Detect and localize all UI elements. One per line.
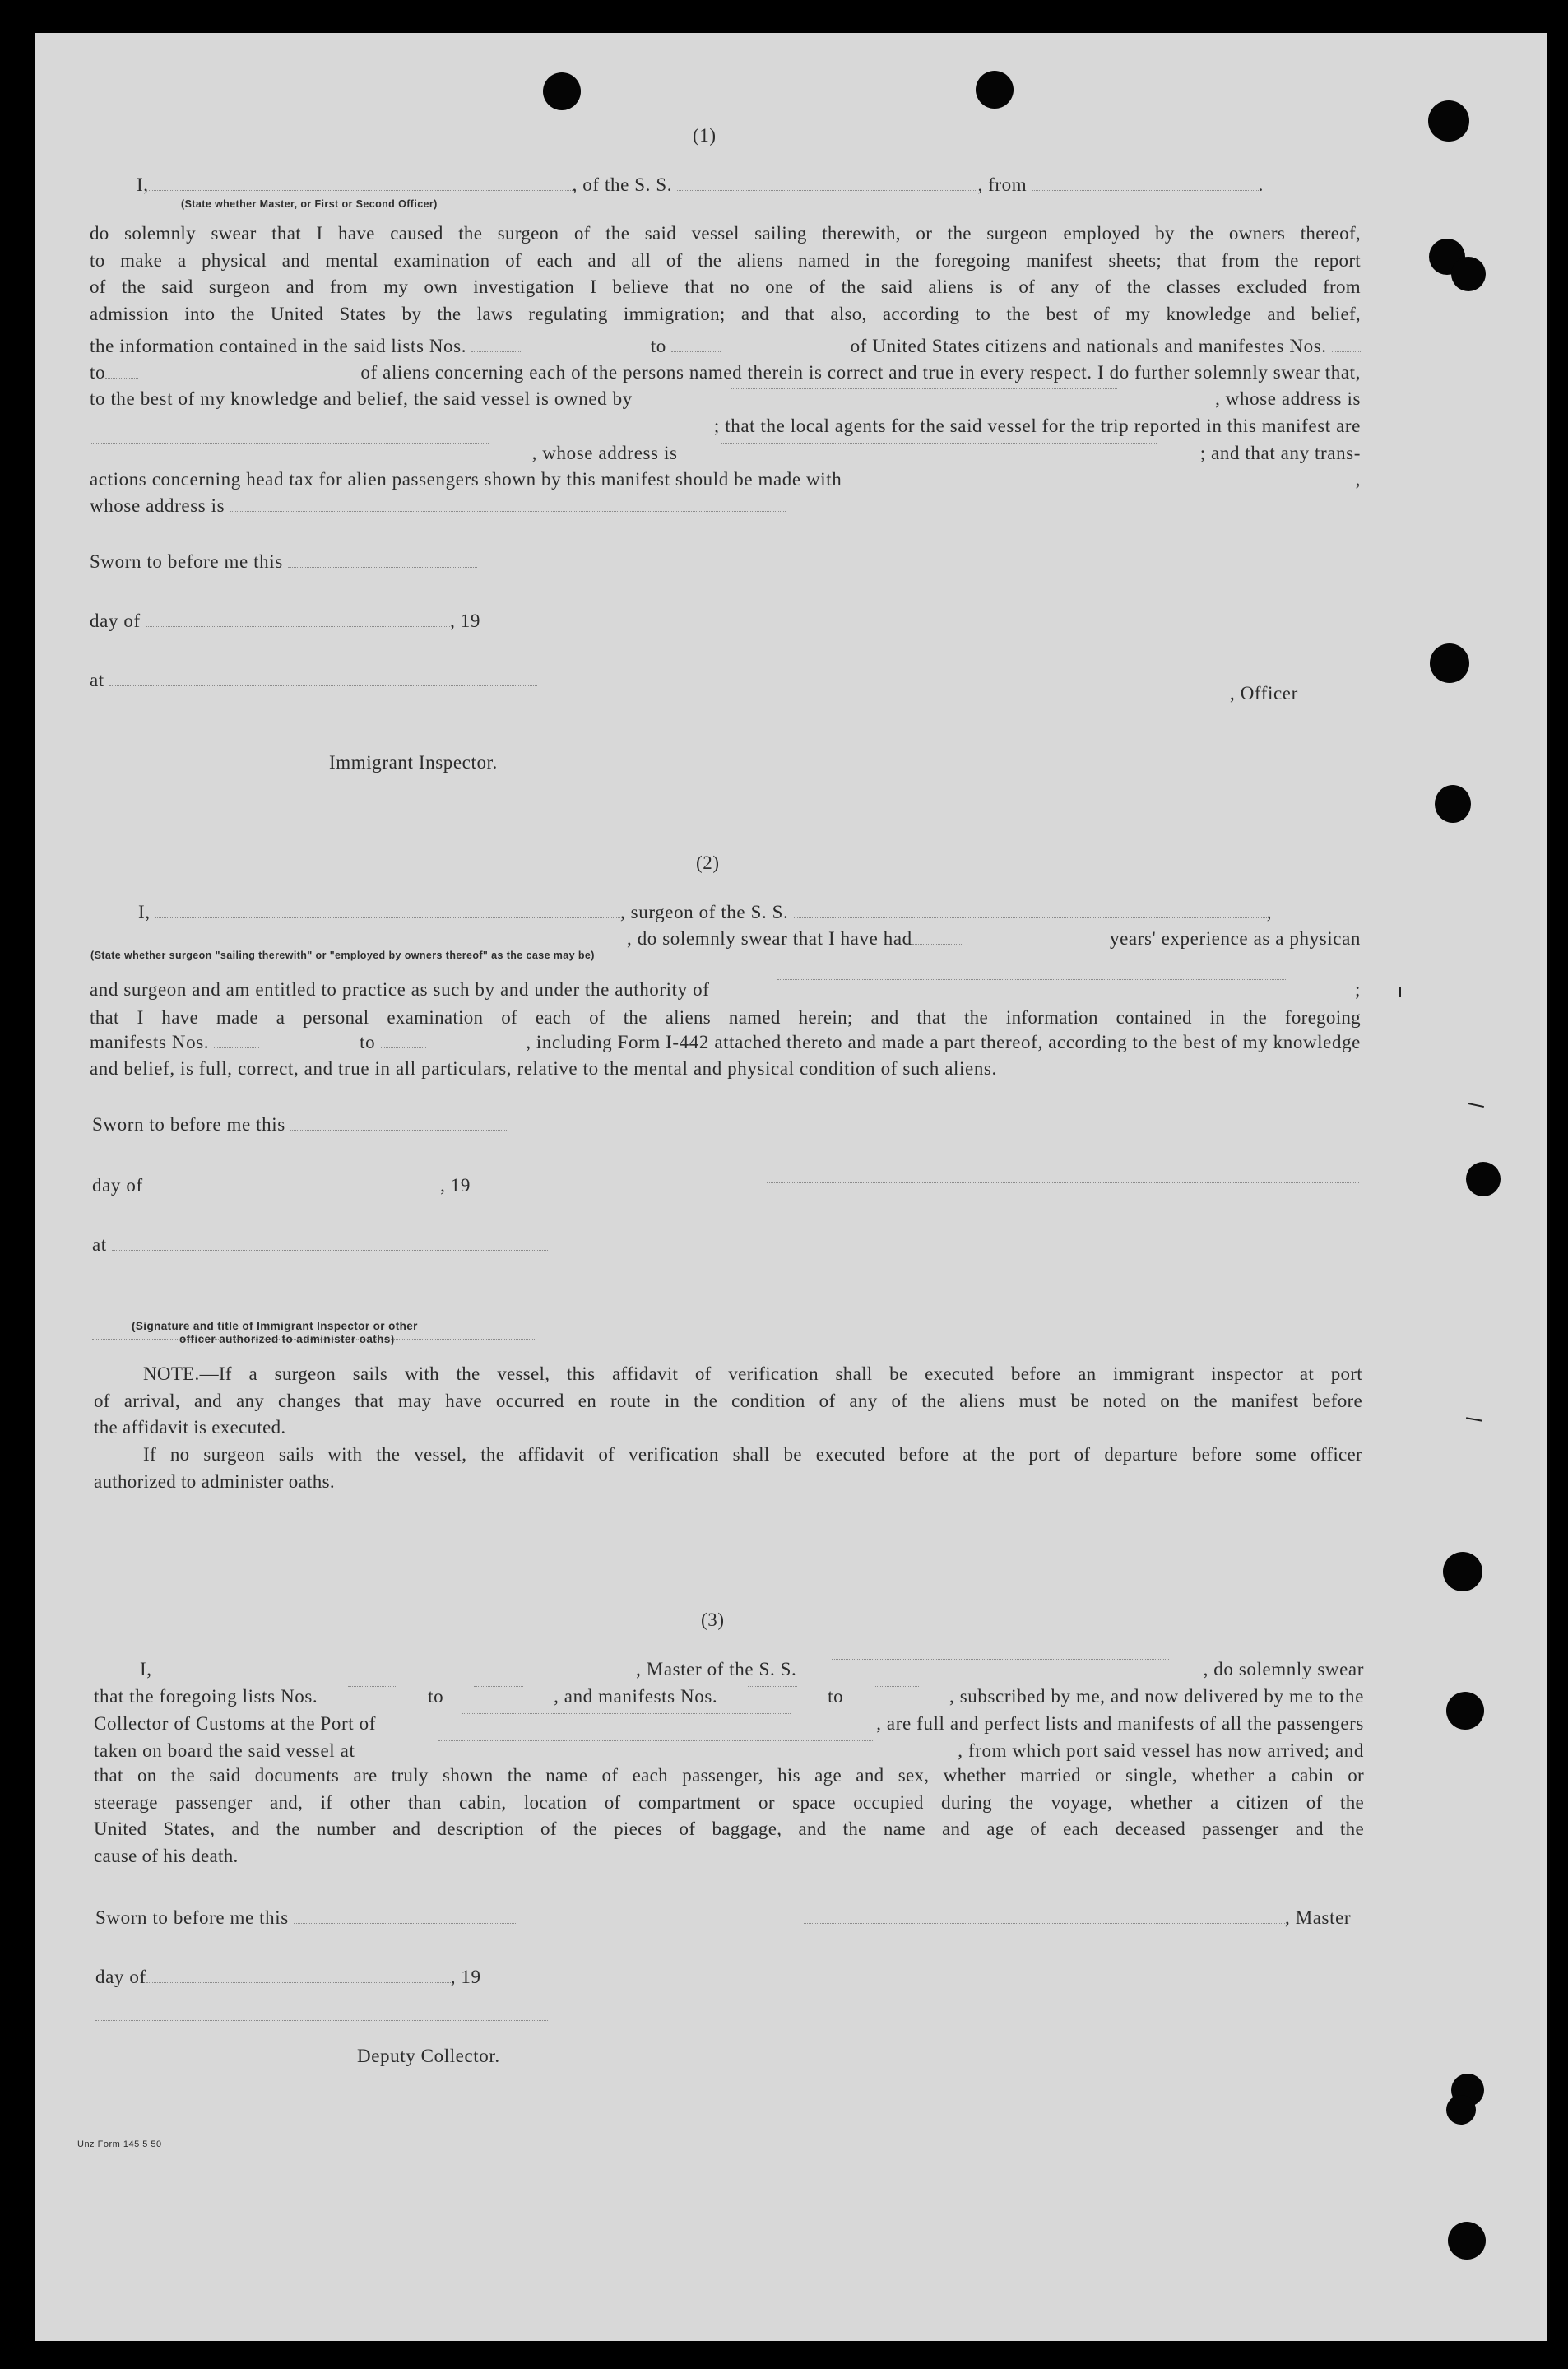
section-2-number: (2) — [696, 852, 720, 873]
form-number: Unz Form 145 5 50 — [77, 2139, 162, 2149]
punch-hole — [1466, 1162, 1501, 1196]
punch-hole — [1443, 1552, 1482, 1591]
section-1-number: (1) — [693, 125, 717, 146]
s3-line-1: I, , Master of the S. S. , do solemnly swear — [140, 1659, 1364, 1679]
s2-sworn: Sworn to before me this — [92, 1114, 508, 1136]
punch-hole — [1446, 2095, 1476, 2125]
s2-line-5: manifests Nos. to , including Form I-442 attached thereto and made a part thereof, according to the best of my knowledge — [90, 1032, 1361, 1052]
s3-body: that on the said documents are truly shown the name of each passenger, his age and sex, whether married or single, whether a cabin or steerage passenger and, if other than cabin, location of compartment or space occupied during the voyage, whether a citizen of the United States, and the number and description of the pieces of baggage, and the name and age of each deceased passenger and the cause of his death. — [94, 1765, 1364, 1866]
s1-line-7: to the best of my knowledge and belief, the said vessel is owned by , whose address is — [90, 388, 1361, 409]
s1-inspector-label: Immigrant Inspector. — [329, 752, 498, 773]
s1-at: at — [90, 670, 537, 691]
punch-hole — [1448, 2222, 1486, 2260]
punch-hole — [976, 71, 1014, 109]
punch-hole — [1428, 100, 1469, 142]
punch-hole — [1430, 643, 1469, 683]
s2-line-4: that I have made a personal examination of each of the aliens named herein; and that the information contained in the foregoing — [90, 1007, 1361, 1028]
s1-sworn: Sworn to before me this — [90, 551, 477, 573]
s2-line-3: and surgeon and am entitled to practice as such by and under the authority of ; — [90, 979, 1361, 1000]
s1-day-of: day of , 19 — [90, 611, 480, 631]
s2-line-2: , do solemnly swear that I have had years' experience as a physican — [627, 928, 1361, 949]
s3-line-4: taken on board the said vessel at , from which port said vessel has now arrived; and — [94, 1740, 1364, 1761]
s2-line-6: and belief, is full, correct, and true in all particulars, relative to the mental and physical condition of such aliens. — [90, 1058, 997, 1079]
s1-line-9: , whose address is ; and that any trans- — [90, 443, 1361, 464]
margin-mark — [1466, 1417, 1482, 1421]
s2-sig-note: (Signature and title of Immigrant Inspector or other officer authorized to administer oaths) — [132, 1320, 418, 1345]
s3-line-2: that the foregoing lists Nos. to , and manifests Nos. to , subscribed by me, and now delivered by me to the — [94, 1686, 1364, 1707]
manifest-affidavit-page — [35, 33, 1547, 2341]
s2-sig-line — [767, 1167, 1359, 1188]
s1-line-1: I, , of the S. S. , from . — [137, 174, 1264, 195]
s1-line-5: the information contained in the said lists Nos. to of United States citizens and nationals and manifestes Nos. — [90, 336, 1361, 357]
punch-hole — [543, 72, 581, 110]
s2-day-of: day of , 19 — [92, 1175, 471, 1196]
s1-sig-line-1 — [767, 576, 1359, 597]
s3-deputy-label: Deputy Collector. — [357, 2046, 500, 2066]
s2-at: at — [92, 1234, 548, 1256]
margin-mark — [1399, 987, 1401, 997]
s2-note: NOTE.—If a surgeon sails with the vessel, this affidavit of verification shall be executed before an immigrant inspector at port of arrival, and any changes that may have occurred en route in the condition of any of the aliens must be noted on the manifest before the affidavit is executed. — [94, 1363, 1362, 1438]
s3-sworn: Sworn to before me this — [95, 1907, 516, 1929]
punch-hole — [1451, 257, 1486, 291]
s2-state-note: (State whether surgeon "sailing therewith" or "employed by owners thereof" as the case may be) — [90, 950, 595, 961]
s2-line-1: I, , surgeon of the S. S. , — [138, 902, 1273, 922]
s1-line-6: to of aliens concerning each of the persons named therein is correct and true in every respect. I do further solemnly swear that, — [90, 362, 1361, 383]
s3-master: , Master — [804, 1907, 1351, 1929]
s1-body: do solemnly swear that I have caused the surgeon of the said vessel sailing therewith, or the surgeon employed by the owners thereof, to make a physical and mental examination of each and all of the aliens named in the foregoing manifest sheets; that from the report of the said surgeon and from my own investigation I believe that no one of the said aliens is of any of the classes excluded from admission into the United States by the laws regulating immigration; and that also, according to the best of my knowledge and belief, — [90, 223, 1361, 324]
punch-hole — [1435, 785, 1471, 823]
margin-mark — [1468, 1103, 1484, 1108]
s1-line-10: actions concerning head tax for alien passengers shown by this manifest should be made with , — [90, 469, 1361, 490]
s1-state-note: (State whether Master, or First or Second Officer) — [181, 198, 438, 210]
s3-line-3: Collector of Customs at the Port of , are full and perfect lists and manifests of all the passengers — [94, 1713, 1364, 1734]
s1-line-8: ; that the local agents for the said vessel for the trip reported in this manifest are — [90, 416, 1361, 437]
s3-day-of: day of , 19 — [95, 1967, 481, 1987]
s1-line-11: whose address is — [90, 495, 786, 517]
section-3-number: (3) — [701, 1610, 725, 1630]
punch-hole — [1446, 1692, 1484, 1730]
s2-note-2: If no surgeon sails with the vessel, the affidavit of verification shall be executed before at the port of departure before some officer authorized to administer oaths. — [94, 1444, 1362, 1492]
s3-deputy-line — [95, 2004, 548, 2026]
s1-officer: , Officer — [765, 683, 1298, 704]
